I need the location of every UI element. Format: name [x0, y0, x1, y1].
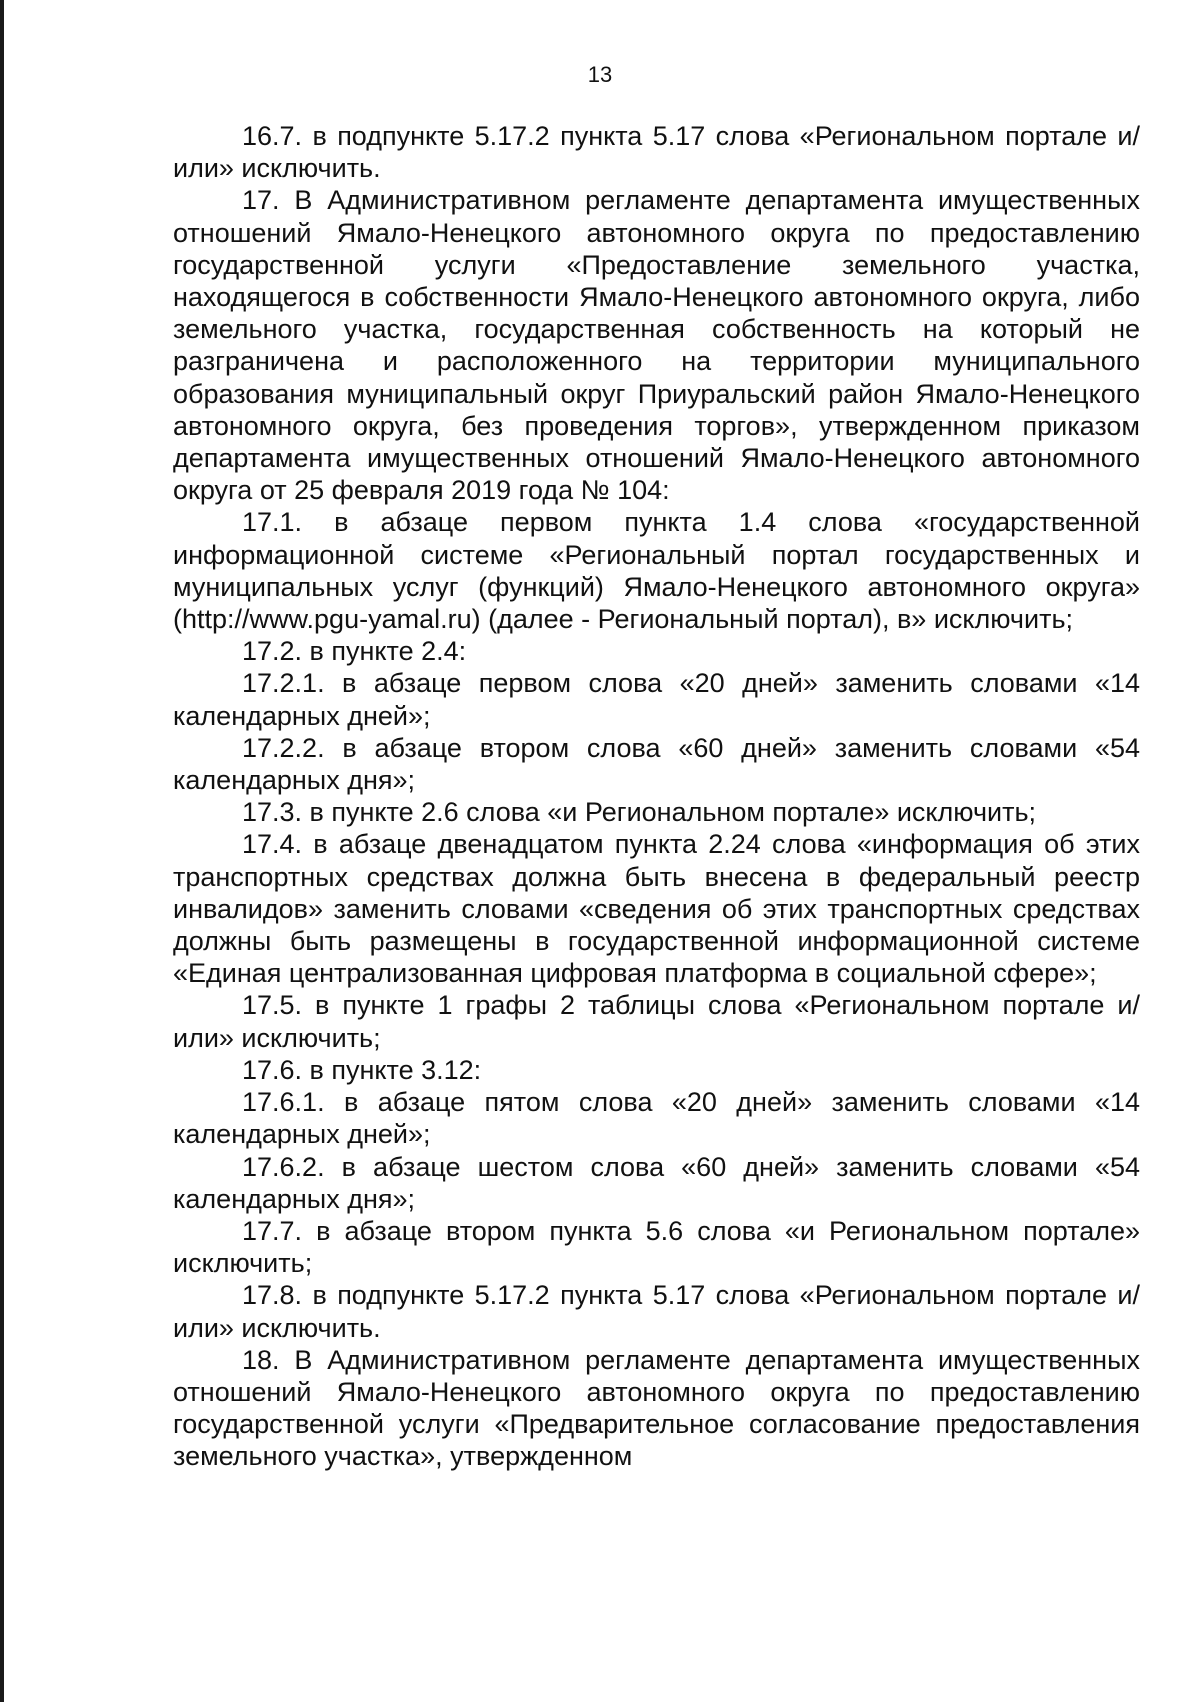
paragraph-17-6-1: 17.6.1. в абзаце пятом слова «20 дней» заменить словами «14 календарных дней»;	[173, 1087, 1140, 1150]
paragraph-17-2-1: 17.2.1. в абзаце первом слова «20 дней» заменить словами «14 календарных дней»;	[173, 668, 1140, 731]
paragraph-17-2-2: 17.2.2. в абзаце втором слова «60 дней» заменить словами «54 календарных дня»;	[173, 732, 1140, 796]
paragraph-17-2: 17.2. в пункте 2.4:	[242, 636, 467, 667]
scan-left-edge	[0, 0, 4, 1702]
paragraph-17-8: 17.8. в подпункте 5.17.2 пункта 5.17 слова «Региональном портале и/или» исключить.	[173, 1280, 1140, 1343]
paragraph-18: 18. В Административном регламенте департамента имущественных отношений Ямало-Ненецкого автономного округа по предоставлению государственной услуги «Предварительное согласование предоставления земельного участка», утвержденном	[173, 1344, 1140, 1472]
page-number: 13	[587, 62, 613, 87]
paragraph-17-4: 17.4. в абзаце двенадцатом пункта 2.24 слова «информация об этих транспортных средствах должна быть внесена в федеральный реестр инвалидов» заменить словами «сведения об этих транспортных средствах должны быть размещены в государственной информационной системе «Единая централизованная цифровая платформа в социальной сфере»;	[173, 829, 1140, 989]
paragraph-17-3: 17.3. в пункте 2.6 слова «и Региональном портале» исключить;	[242, 797, 1037, 828]
paragraph-17-1: 17.1. в абзаце первом пункта 1.4 слова «государственной информационной системе «Региональный портал государственных и муниципальных услуг (функций) Ямало-Ненецкого автономного округа» (http://www.pgu-yamal.ru) (далее - Региональный портал), в» исключить;	[173, 507, 1140, 635]
paragraph-16-7: 16.7. в подпункте 5.17.2 пункта 5.17 слова «Региональном портале и/или» исключить.	[173, 121, 1140, 184]
paragraph-17-6: 17.6. в пункте 3.12:	[242, 1054, 482, 1085]
paragraph-17: 17. В Административном регламенте департамента имущественных отношений Ямало-Ненецкого автономного округа по предоставлению государственной услуги «Предоставление земельного участка, находящегося в собственности Ямало-Ненецкого автономного округа, либо земельного участка, государственная собственность на который не разграничена и расположенного на территории муниципального образования муниципальный округ Приуральский район Ямало-Ненецкого автономного округа, без проведения торгов», утвержденном приказом департамента имущественных отношений Ямало-Ненецкого автономного округа от 25 февраля 2019 года № 104:	[173, 185, 1140, 506]
paragraph-17-7: 17.7. в абзаце втором пункта 5.6 слова «и Региональном портале» исключить;	[173, 1215, 1140, 1279]
paragraph-17-5: 17.5. в пункте 1 графы 2 таблицы слова «Региональном портале и/или» исключить;	[173, 990, 1140, 1053]
paragraph-17-6-2: 17.6.2. в абзаце шестом слова «60 дней» заменить словами «54 календарных дня»;	[173, 1151, 1140, 1214]
document-body	[173, 120, 1140, 1473]
